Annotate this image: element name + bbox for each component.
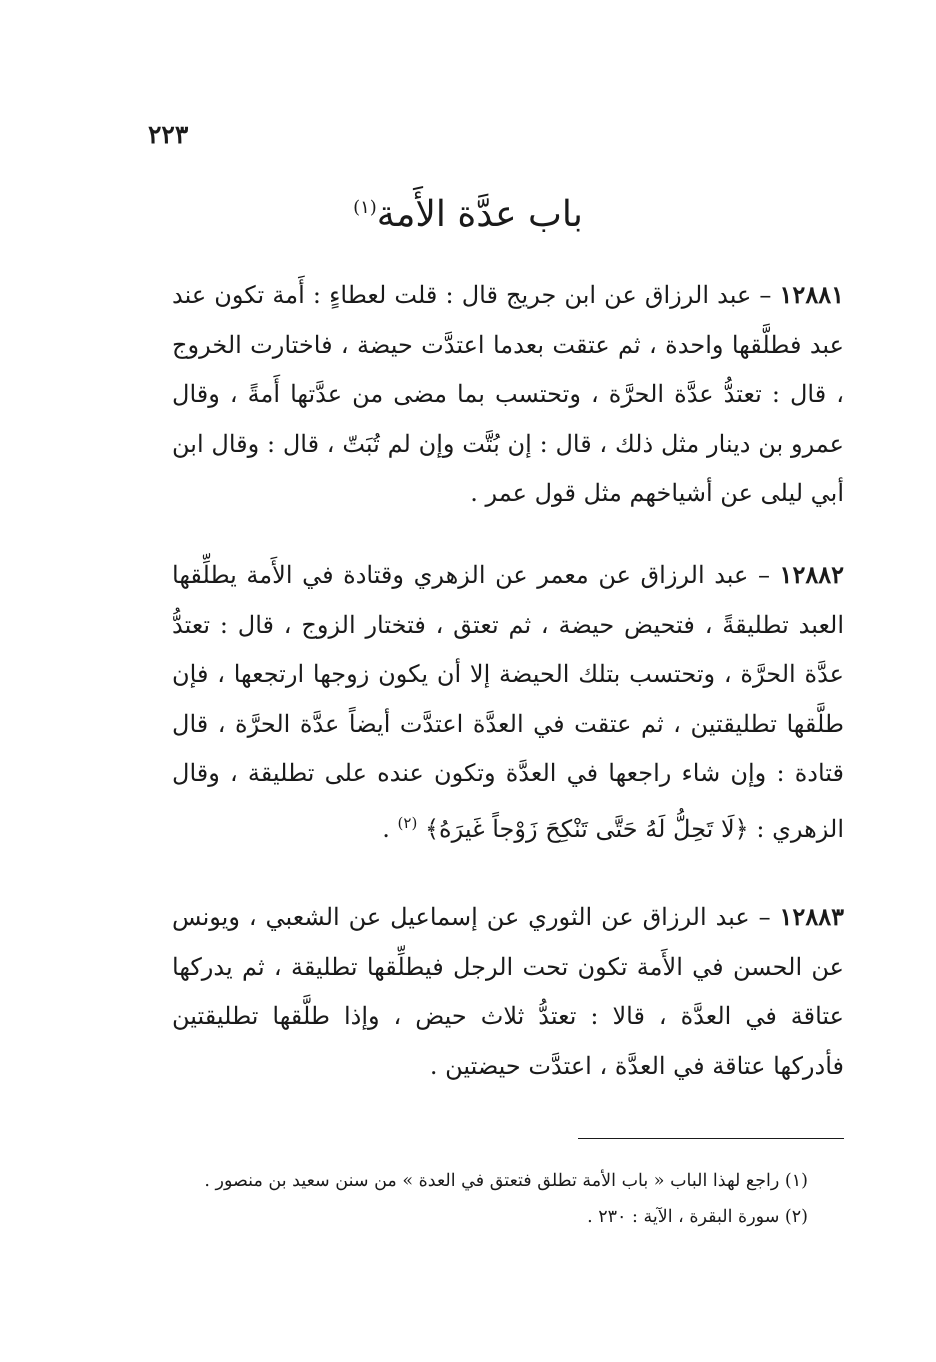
hadith-number: ١٢٨٨٣ bbox=[779, 902, 844, 931]
hadith-number: ١٢٨٨٢ bbox=[779, 560, 844, 589]
hadith-paragraph bbox=[172, 550, 844, 854]
hadith-12881 bbox=[172, 270, 844, 530]
footnote-ref-1: (١) bbox=[353, 197, 377, 218]
hadith-paragraph bbox=[172, 892, 844, 1091]
footnotes bbox=[158, 1163, 808, 1235]
chapter-title-text: باب عدَّة الأَمة bbox=[376, 194, 583, 235]
footnote-divider bbox=[578, 1138, 844, 1139]
hadith-text: – عبد الرزاق عن الثوري عن إسماعيل عن الشعبي ، ويونس عن الحسن في الأَمة تكون تحت الرجل فيطلِّقها تطليقة ، ثم يدركها عتاقة في العدَّة ، قالا : تعتدُّ ثلاث حيض ، وإذا طلَّقها تطليقتين فأدركها عتاقة في العدَّة ، اعتدَّت حيضتين . bbox=[172, 903, 844, 1080]
footnote-1: (١) راجع لهذا الباب « باب الأمة تطلق فتعتق في العدة » من سنن سعيد بن منصور . bbox=[204, 1171, 808, 1191]
footnote-2: (٢) سورة البقرة ، الآية : ٢٣٠ . bbox=[587, 1207, 808, 1227]
page-number: ٢٢٣ bbox=[148, 120, 189, 149]
hadith-paragraph bbox=[172, 270, 844, 519]
hadith-text: – عبد الرزاق عن ابن جريج قال : قلت لعطاءٍ : أَمة تكون عند عبد فطلَّقها واحدة ، ثم عتقت بعدما اعتدَّت حيضة ، فاختارت الخروج ، قال : تعتدُّ عدَّة الحرَّة ، وتحتسب بما مضى من عدَّتها أَمةً ، وقال عمرو بن دينار مثل ذلك ، قال : إن بُتَّت وإن لم تُبَتّ ، قال : وقال ابن أبي ليلى عن أشياخهم مثل قول عمر . bbox=[172, 281, 845, 507]
hadith-text: – عبد الرزاق عن معمر عن الزهري وقتادة في الأَمة يطلِّقها العبد تطليقةً ، فتحيض حيضة ، ثم تعتق ، فتختار الزوج ، قال : تعتدُّ عدَّة الحرَّة ، وتحتسب بتلك الحيضة إلا أن يكون زوجها ارتجعها ، فإن طلَّقها تطليقتين ، ثم عتقت في العدَّة اعتدَّت أيضاً عدَّة الحرَّة ، قال قتادة : وإن شاء راجعها في العدَّة وتكون عنده على تطليقة ، وقال الزهري : ﴿لَا تَحِلُّ لَهُ حَتَّى تَنْكِحَ زَوْجاً غَيرَهُ﴾ bbox=[172, 561, 844, 843]
chapter-title bbox=[0, 180, 936, 243]
footnote-ref-2: (٢) bbox=[397, 813, 418, 832]
hadith-12883 bbox=[172, 892, 844, 1104]
hadith-12882 bbox=[172, 550, 844, 870]
hadith-number: ١٢٨٨١ bbox=[779, 280, 844, 309]
hadith-end-mark: . bbox=[382, 814, 390, 843]
